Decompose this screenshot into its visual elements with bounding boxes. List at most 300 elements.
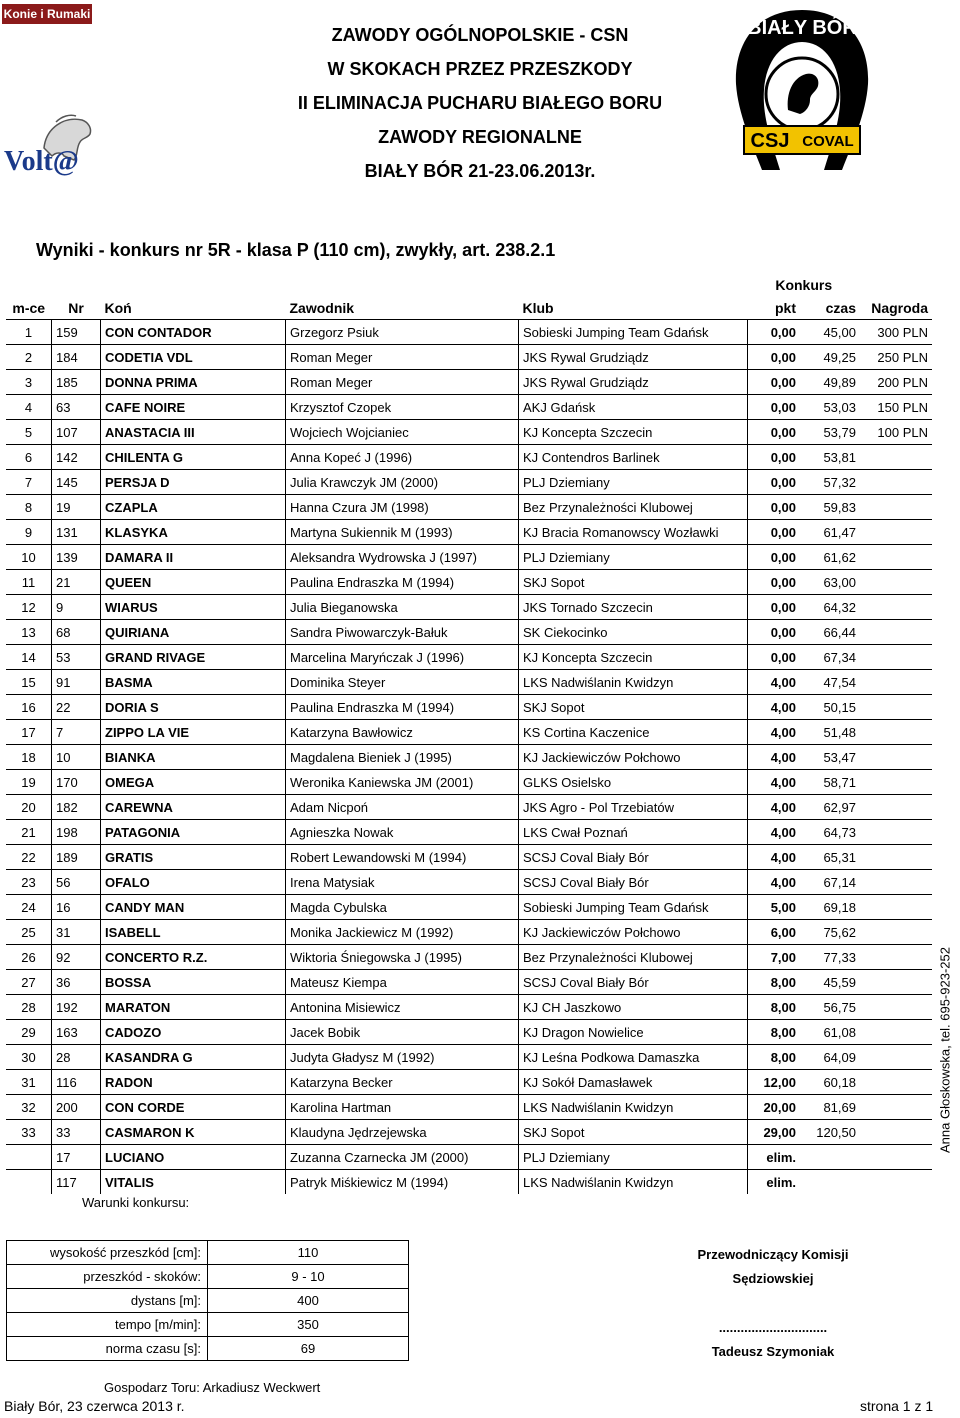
table-row [6, 695, 932, 720]
cell-horse: GRATIS [101, 845, 286, 870]
cell-number: 192 [52, 995, 101, 1020]
cell-horse: OFALO [101, 870, 286, 895]
cell-time: 61,47 [800, 520, 860, 545]
cell-club: JKS Rywal Grudziądz [519, 345, 748, 370]
cell-points: 0,00 [748, 395, 801, 420]
cell-time: 81,69 [800, 1095, 860, 1120]
cell-prize [860, 720, 932, 745]
cell-time: 49,25 [800, 345, 860, 370]
cell-number: 68 [52, 620, 101, 645]
course-designer: Gospodarz Toru: Arkadiusz Weckwert [104, 1380, 321, 1395]
cell-rider: Paulina Endraszka M (1994) [286, 570, 519, 595]
cell-place: 26 [6, 945, 52, 970]
cell-place: 4 [6, 395, 52, 420]
cell-time: 77,33 [800, 945, 860, 970]
cell-club: KJ Leśna Podkowa Damaszka [519, 1045, 748, 1070]
cell-points: 5,00 [748, 895, 801, 920]
cell-rider: Patryk Miśkiewicz M (1994) [286, 1170, 519, 1195]
cell-time: 75,62 [800, 920, 860, 945]
cell-time: 59,83 [800, 495, 860, 520]
cell-points: 0,00 [748, 620, 801, 645]
cell-club: Sobieski Jumping Team Gdańsk [519, 895, 748, 920]
logo-csj-text: CSJ [750, 130, 790, 152]
cell-points: 8,00 [748, 1045, 801, 1070]
cell-club: KJ Dragon Nowielice [519, 1020, 748, 1045]
cell-prize [860, 1120, 932, 1145]
cell-points: 0,00 [748, 545, 801, 570]
cell-points: 4,00 [748, 695, 801, 720]
table-row [6, 520, 932, 545]
cell-prize [860, 845, 932, 870]
table-row [6, 320, 932, 345]
cell-prize [860, 1045, 932, 1070]
cell-place: 5 [6, 420, 52, 445]
cell-club: KJ Sokół Damasławek [519, 1070, 748, 1095]
cell-club: JKS Rywal Grudziądz [519, 370, 748, 395]
cell-number: 182 [52, 795, 101, 820]
cell-number: 189 [52, 845, 101, 870]
cell-rider: Adam Nicpoń [286, 795, 519, 820]
cell-horse: QUIRIANA [101, 620, 286, 645]
brand-badge: Konie i Rumaki [2, 4, 92, 24]
cell-time: 66,44 [800, 620, 860, 645]
jury-president-label [660, 1243, 886, 1291]
table-row [6, 1020, 932, 1045]
cell-number: 22 [52, 695, 101, 720]
cell-points: 29,00 [748, 1120, 801, 1145]
cell-points: 12,00 [748, 1070, 801, 1095]
cell-prize: 200 PLN [860, 370, 932, 395]
table-row [6, 745, 932, 770]
cell-horse: KLASYKA [101, 520, 286, 545]
cell-place [6, 1170, 52, 1195]
cell-rider: Grzegorz Psiuk [286, 320, 519, 345]
col-header-rider: Zawodnik [289, 299, 355, 316]
jury-line-2: Sędziowskiej [732, 1271, 814, 1286]
cell-number: 9 [52, 595, 101, 620]
cell-place: 24 [6, 895, 52, 920]
col-header-horse: Koń [104, 299, 132, 316]
table-row [6, 445, 932, 470]
cell-club: Sobieski Jumping Team Gdańsk [519, 320, 748, 345]
cell-club: JKS Agro - Pol Trzebiatów [519, 795, 748, 820]
condition-row [7, 1337, 409, 1361]
cell-place: 7 [6, 470, 52, 495]
group-header-konkurs: Konkurs [775, 276, 833, 293]
cell-horse: MARATON [101, 995, 286, 1020]
cell-prize [860, 945, 932, 970]
condition-value: 350 [208, 1313, 409, 1337]
cell-rider: Antonina Misiewicz [286, 995, 519, 1020]
cell-prize [860, 995, 932, 1020]
cell-place: 13 [6, 620, 52, 645]
cell-time: 53,47 [800, 745, 860, 770]
title-line: II ELIMINACJA PUCHARU BIAŁEGO BORU [297, 93, 663, 113]
cell-club: KJ Koncepta Szczecin [519, 420, 748, 445]
cell-horse: BIANKA [101, 745, 286, 770]
bialy-bor-logo [722, 4, 882, 172]
results-table [6, 273, 932, 1194]
cell-prize [860, 970, 932, 995]
cell-prize [860, 820, 932, 845]
cell-time: 45,00 [800, 320, 860, 345]
cell-rider: Julia Bieganowska [286, 595, 519, 620]
condition-label: norma czasu [s]: [7, 1337, 208, 1361]
cell-rider: Jacek Bobik [286, 1020, 519, 1045]
cell-prize [860, 770, 932, 795]
cell-number: 184 [52, 345, 101, 370]
cell-points: 4,00 [748, 870, 801, 895]
title-line: ZAWODY REGIONALNE [378, 127, 582, 147]
cell-place: 30 [6, 1045, 52, 1070]
cell-horse: CON CORDE [101, 1095, 286, 1120]
cell-place: 12 [6, 595, 52, 620]
cell-number: 56 [52, 870, 101, 895]
cell-horse: BASMA [101, 670, 286, 695]
cell-club: JKS Tornado Szczecin [519, 595, 748, 620]
cell-points: 4,00 [748, 720, 801, 745]
cell-prize: 250 PLN [860, 345, 932, 370]
table-row [6, 720, 932, 745]
cell-rider: Marcelina Maryńczak J (1996) [286, 645, 519, 670]
cell-prize [860, 570, 932, 595]
cell-club: GLKS Osielsko [519, 770, 748, 795]
cell-club: SKJ Sopot [519, 570, 748, 595]
volta-logo [4, 108, 122, 186]
cell-points: 4,00 [748, 670, 801, 695]
cell-points: 8,00 [748, 995, 801, 1020]
table-row [6, 1170, 932, 1195]
cell-rider: Magdalena Bieniek J (1995) [286, 745, 519, 770]
event-title [170, 18, 790, 188]
cell-club: LKS Nadwiślanin Kwidzyn [519, 1170, 748, 1195]
signature-dots: .............................. [718, 1320, 828, 1335]
cell-club: KJ Koncepta Szczecin [519, 645, 748, 670]
condition-row [7, 1241, 409, 1265]
cell-club: KJ Jackiewiczów Połchowo [519, 745, 748, 770]
cell-horse: CONCERTO R.Z. [101, 945, 286, 970]
table-row [6, 1095, 932, 1120]
cell-time: 62,97 [800, 795, 860, 820]
cell-number: 170 [52, 770, 101, 795]
cell-points: 0,00 [748, 370, 801, 395]
cell-points: 8,00 [748, 1020, 801, 1045]
table-row [6, 345, 932, 370]
condition-label: wysokość przeszkód [cm]: [7, 1241, 208, 1265]
conditions-table [6, 1240, 409, 1361]
cell-time: 51,48 [800, 720, 860, 745]
condition-label: przeszkód - skoków: [7, 1265, 208, 1289]
cell-time: 53,79 [800, 420, 860, 445]
cell-prize [860, 870, 932, 895]
condition-value: 110 [208, 1241, 409, 1265]
cell-time: 64,32 [800, 595, 860, 620]
title-line: BIAŁY BÓR 21-23.06.2013r. [364, 161, 596, 181]
cell-rider: Krzysztof Czopek [286, 395, 519, 420]
cell-place: 22 [6, 845, 52, 870]
cell-time: 63,00 [800, 570, 860, 595]
cell-time: 49,89 [800, 370, 860, 395]
logo-coval-text: COVAL [802, 133, 854, 150]
cell-horse: DORIA S [101, 695, 286, 720]
cell-place: 32 [6, 1095, 52, 1120]
cell-points: 20,00 [748, 1095, 801, 1120]
cell-place: 19 [6, 770, 52, 795]
cell-number: 36 [52, 970, 101, 995]
cell-points: 0,00 [748, 470, 801, 495]
cell-rider: Sandra Piwowarczyk-Bałuk [286, 620, 519, 645]
condition-value: 400 [208, 1289, 409, 1313]
cell-number: 53 [52, 645, 101, 670]
cell-club: SKJ Sopot [519, 695, 748, 720]
cell-time: 56,75 [800, 995, 860, 1020]
col-header-place: m-ce [12, 299, 46, 316]
cell-points: elim. [748, 1145, 801, 1170]
cell-rider: Wiktoria Śniegowska J (1995) [286, 945, 519, 970]
cell-number: 10 [52, 745, 101, 770]
table-row [6, 1070, 932, 1095]
cell-rider: Monika Jackiewicz M (1992) [286, 920, 519, 945]
cell-number: 200 [52, 1095, 101, 1120]
cell-rider: Martyna Sukiennik M (1993) [286, 520, 519, 545]
cell-horse: CON CONTADOR [101, 320, 286, 345]
cell-prize [860, 1170, 932, 1195]
cell-club: SCSJ Coval Biały Bór [519, 845, 748, 870]
cell-place: 20 [6, 795, 52, 820]
cell-prize: 100 PLN [860, 420, 932, 445]
cell-horse: BOSSA [101, 970, 286, 995]
jury-president-name: Tadeusz Szymoniak [711, 1344, 835, 1359]
col-header-club: Klub [522, 299, 554, 316]
cell-number: 21 [52, 570, 101, 595]
cell-time: 67,34 [800, 645, 860, 670]
cell-prize [860, 520, 932, 545]
cell-number: 7 [52, 720, 101, 745]
cell-points: 7,00 [748, 945, 801, 970]
cell-points: 4,00 [748, 770, 801, 795]
col-header-points: pkt [775, 299, 796, 316]
cell-time [800, 1145, 860, 1170]
cell-place: 11 [6, 570, 52, 595]
table-row [6, 620, 932, 645]
cell-horse: DAMARA II [101, 545, 286, 570]
table-row [6, 1145, 932, 1170]
table-group-header-row [6, 273, 932, 296]
cell-place: 2 [6, 345, 52, 370]
condition-row [7, 1265, 409, 1289]
cell-rider: Irena Matysiak [286, 870, 519, 895]
cell-number: 33 [52, 1120, 101, 1145]
col-header-number: Nr [68, 299, 84, 316]
cell-time: 64,73 [800, 820, 860, 845]
place-date: Biały Bór, 23 czerwca 2013 r. [4, 1398, 185, 1414]
cell-points: 0,00 [748, 570, 801, 595]
cell-points: 0,00 [748, 420, 801, 445]
title-line: W SKOKACH PRZEZ PRZESZKODY [327, 59, 633, 79]
cell-rider: Katarzyna Bawłowicz [286, 720, 519, 745]
cell-number: 185 [52, 370, 101, 395]
cell-horse: CZAPLA [101, 495, 286, 520]
table-row [6, 920, 932, 945]
cell-points: 0,00 [748, 645, 801, 670]
cell-rider: Hanna Czura JM (1998) [286, 495, 519, 520]
cell-horse: VITALIS [101, 1170, 286, 1195]
cell-place: 9 [6, 520, 52, 545]
cell-number: 63 [52, 395, 101, 420]
cell-rider: Karolina Hartman [286, 1095, 519, 1120]
cell-prize [860, 445, 932, 470]
cell-place: 10 [6, 545, 52, 570]
cell-horse: QUEEN [101, 570, 286, 595]
cell-points: elim. [748, 1170, 801, 1195]
cell-prize [860, 670, 932, 695]
table-row [6, 1045, 932, 1070]
cell-number: 142 [52, 445, 101, 470]
cell-points: 0,00 [748, 345, 801, 370]
cell-club: LKS Nadwiślanin Kwidzyn [519, 1095, 748, 1120]
cell-place: 31 [6, 1070, 52, 1095]
cell-points: 8,00 [748, 970, 801, 995]
table-row [6, 895, 932, 920]
cell-horse: CADOZO [101, 1020, 286, 1045]
cell-rider: Weronika Kaniewska JM (2001) [286, 770, 519, 795]
cell-place: 8 [6, 495, 52, 520]
cell-rider: Roman Meger [286, 370, 519, 395]
cell-points: 0,00 [748, 320, 801, 345]
cell-club: SKJ Sopot [519, 1120, 748, 1145]
cell-place: 14 [6, 645, 52, 670]
cell-horse: ANASTACIA III [101, 420, 286, 445]
cell-number: 19 [52, 495, 101, 520]
cell-rider: Anna Kopeć J (1996) [286, 445, 519, 470]
cell-horse: DONNA PRIMA [101, 370, 286, 395]
cell-prize: 300 PLN [860, 320, 932, 345]
cell-number: 28 [52, 1045, 101, 1070]
table-row [6, 945, 932, 970]
table-row [6, 995, 932, 1020]
cell-points: 0,00 [748, 445, 801, 470]
cell-prize [860, 470, 932, 495]
cell-horse: KASANDRA G [101, 1045, 286, 1070]
table-row [6, 1120, 932, 1145]
cell-points: 4,00 [748, 845, 801, 870]
cell-club: KS Cortina Kaczenice [519, 720, 748, 745]
cell-horse: CAFE NOIRE [101, 395, 286, 420]
table-row [6, 645, 932, 670]
cell-number: 139 [52, 545, 101, 570]
cell-number: 16 [52, 895, 101, 920]
cell-horse: RADON [101, 1070, 286, 1095]
cell-number: 92 [52, 945, 101, 970]
cell-rider: Zuzanna Czarnecka JM (2000) [286, 1145, 519, 1170]
cell-place: 21 [6, 820, 52, 845]
cell-prize [860, 895, 932, 920]
cell-place: 18 [6, 745, 52, 770]
side-note [933, 920, 957, 1180]
table-row [6, 570, 932, 595]
cell-points: 0,00 [748, 495, 801, 520]
logo-top-text: BIAŁY BÓR [747, 17, 857, 39]
cell-horse: CODETIA VDL [101, 345, 286, 370]
cell-time: 120,50 [800, 1120, 860, 1145]
cell-number: 145 [52, 470, 101, 495]
condition-row [7, 1289, 409, 1313]
cell-prize [860, 1145, 932, 1170]
cell-place: 23 [6, 870, 52, 895]
cell-time: 57,32 [800, 470, 860, 495]
table-row [6, 495, 932, 520]
cell-club: PLJ Dziemiany [519, 470, 748, 495]
cell-points: 6,00 [748, 920, 801, 945]
cell-number: 117 [52, 1170, 101, 1195]
cell-rider: Mateusz Kiempa [286, 970, 519, 995]
cell-number: 198 [52, 820, 101, 845]
cell-club: KJ Jackiewiczów Połchowo [519, 920, 748, 945]
table-row [6, 820, 932, 845]
cell-horse: OMEGA [101, 770, 286, 795]
cell-club: PLJ Dziemiany [519, 1145, 748, 1170]
cell-number: 91 [52, 670, 101, 695]
cell-place: 15 [6, 670, 52, 695]
cell-number: 116 [52, 1070, 101, 1095]
cell-horse: PERSJA D [101, 470, 286, 495]
cell-number: 17 [52, 1145, 101, 1170]
cell-prize [860, 795, 932, 820]
cell-horse: LUCIANO [101, 1145, 286, 1170]
cell-rider: Klaudyna Jędrzejewska [286, 1120, 519, 1145]
cell-points: 4,00 [748, 820, 801, 845]
table-header-row [6, 296, 932, 320]
condition-row [7, 1313, 409, 1337]
cell-time: 53,03 [800, 395, 860, 420]
cell-place: 25 [6, 920, 52, 945]
table-row [6, 470, 932, 495]
cell-time [800, 1170, 860, 1195]
cell-place [6, 1145, 52, 1170]
table-row [6, 395, 932, 420]
cell-horse: WIARUS [101, 595, 286, 620]
col-header-prize: Nagroda [871, 299, 928, 316]
cell-time: 64,09 [800, 1045, 860, 1070]
cell-prize [860, 645, 932, 670]
cell-prize [860, 620, 932, 645]
condition-label: tempo [m/min]: [7, 1313, 208, 1337]
cell-number: 163 [52, 1020, 101, 1045]
page-number: strona 1 z 1 [860, 1398, 934, 1414]
cell-club: SK Ciekocinko [519, 620, 748, 645]
cell-time: 60,18 [800, 1070, 860, 1095]
table-row [6, 795, 932, 820]
cell-club: LKS Nadwiślanin Kwidzyn [519, 670, 748, 695]
cell-prize [860, 1020, 932, 1045]
title-line: ZAWODY OGÓLNOPOLSKIE - CSN [331, 25, 629, 45]
cell-rider: Katarzyna Becker [286, 1070, 519, 1095]
cell-horse: PATAGONIA [101, 820, 286, 845]
cell-club: AKJ Gdańsk [519, 395, 748, 420]
cell-prize [860, 920, 932, 945]
competition-subtitle: Wyniki - konkurs nr 5R - klasa P (110 cm), zwykły, art. 238.2.1 [36, 240, 556, 260]
cell-rider: Judyta Gładysz M (1992) [286, 1045, 519, 1070]
cell-place: 33 [6, 1120, 52, 1145]
cell-club: LKS Cwał Poznań [519, 820, 748, 845]
cell-number: 31 [52, 920, 101, 945]
cell-time: 50,15 [800, 695, 860, 720]
cell-club: KJ CH Jaszkowo [519, 995, 748, 1020]
cell-club: SCSJ Coval Biały Bór [519, 870, 748, 895]
cell-rider: Paulina Endraszka M (1994) [286, 695, 519, 720]
cell-rider: Agnieszka Nowak [286, 820, 519, 845]
cell-points: 4,00 [748, 745, 801, 770]
